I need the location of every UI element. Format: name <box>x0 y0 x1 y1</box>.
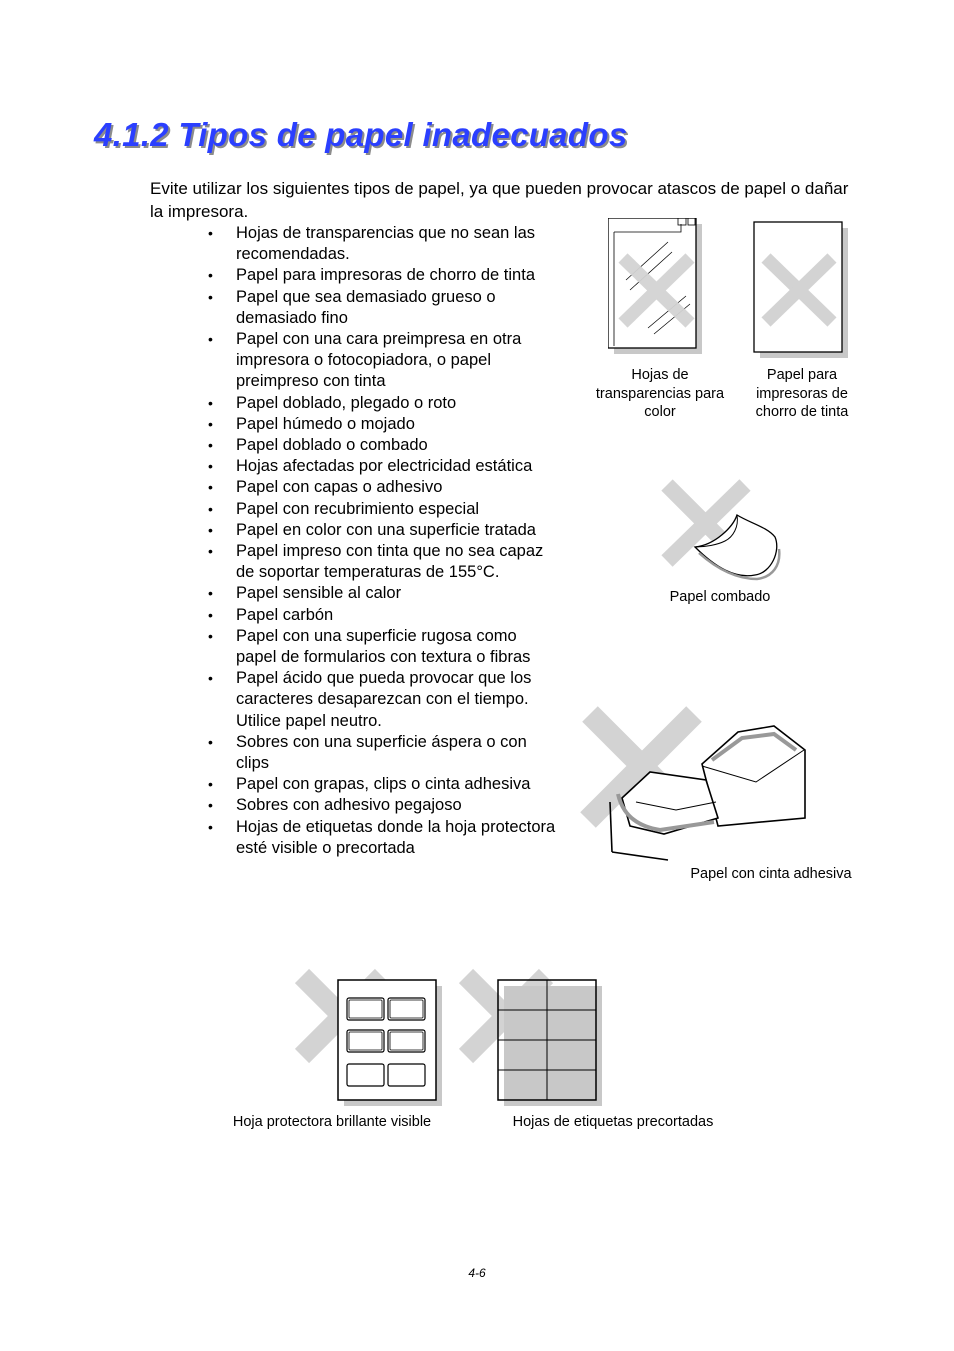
tape-caption: Papel con cinta adhesiva <box>690 866 852 882</box>
intro-paragraph: Evite utilizar los siguientes tipos de papel, ya que pueden provocar atascos de papel o dañar la impresora. <box>150 179 849 221</box>
precut-labels-illustration <box>456 966 606 1106</box>
unsuitable-paper-list <box>208 223 558 859</box>
list-item: • Papel doblado, plegado o roto <box>208 393 558 414</box>
inkjet-caption: Papel para impresoras de chorro de tinta <box>755 367 849 420</box>
list-item: • Papel que sea demasiado grueso o demasiado fino <box>208 287 558 329</box>
list-item: • Hojas afectadas por electricidad estática <box>208 456 558 477</box>
curled-caption: Papel combado <box>669 589 771 605</box>
label-backing-illustration <box>292 966 442 1106</box>
curled-paper-illustration <box>655 475 785 585</box>
list-item: • Papel doblado o combado <box>208 435 558 456</box>
list-item: • Papel húmedo o mojado <box>208 414 558 435</box>
list-item: • Papel con grapas, clips o cinta adhesiva <box>208 774 558 795</box>
list-item: • Sobres con una superficie áspera o con clips <box>208 732 558 774</box>
list-item: • Papel para impresoras de chorro de tinta <box>208 265 558 286</box>
list-item: • Papel sensible al calor <box>208 583 558 604</box>
list-item: • Papel carbón <box>208 605 558 626</box>
list-item: • Papel con una cara preimpresa en otra impresora o fotocopiadora, o papel preimpreso con tinta <box>208 329 558 393</box>
list-item: • Papel con una superficie rugosa como papel de formularios con textura o fibras <box>208 626 558 668</box>
transparency-sheet-illustration <box>608 218 714 362</box>
list-item: • Papel ácido que pueda provocar que los caracteres desaparezcan con el tiempo. Utilice papel neutro. <box>208 668 558 732</box>
backing-caption: Hoja protectora brillante visible <box>232 1114 432 1130</box>
precut-caption: Hojas de etiquetas precortadas <box>512 1114 714 1130</box>
list-item: • Papel en color con una superficie tratada <box>208 520 558 541</box>
list-item: • Papel impreso con tinta que no sea capaz de soportar temperaturas de 155°C. <box>208 541 558 583</box>
section-title: 4.1.2 Tipos de papel inadecuados <box>94 116 628 153</box>
taped-envelopes-illustration <box>578 702 810 868</box>
list-item: • Papel con recubrimiento especial <box>208 499 558 520</box>
list-item: • Papel con capas o adhesivo <box>208 477 558 498</box>
list-item: • Hojas de transparencias que no sean las recomendadas. <box>208 223 558 265</box>
list-item: • Sobres con adhesivo pegajoso <box>208 795 558 816</box>
transparency-caption: Hojas de transparencias para color <box>595 367 725 420</box>
list-item: • Hojas de etiquetas donde la hoja protectora esté visible o precortada <box>208 817 558 859</box>
page-number: 4-6 <box>468 1266 486 1280</box>
inkjet-paper-illustration <box>750 218 856 362</box>
